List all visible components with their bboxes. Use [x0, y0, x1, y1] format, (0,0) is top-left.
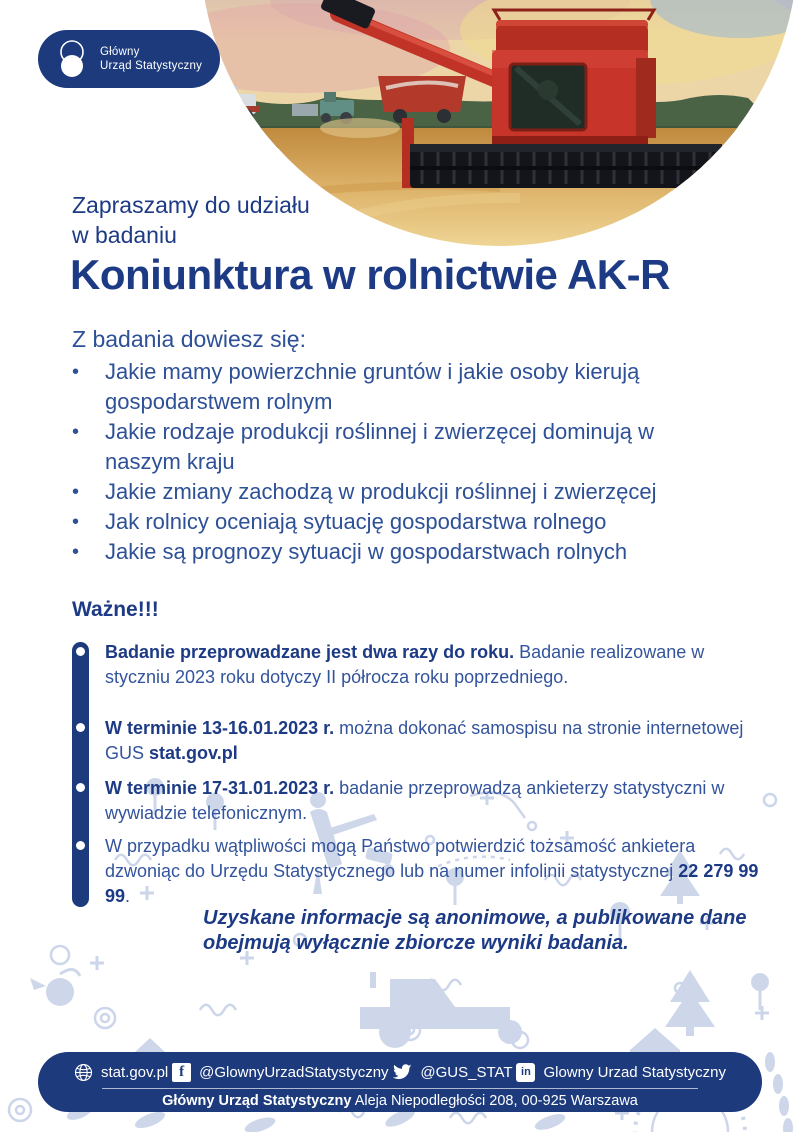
- gus-circles-icon: [54, 38, 90, 80]
- footer-facebook-link[interactable]: f @GlownyUrzadStatystyczny: [172, 1063, 388, 1082]
- timeline-dot-icon: [76, 783, 85, 792]
- bullet-icon: •: [72, 421, 80, 443]
- anonymity-note: Uzyskane informacje są anonimowe, a publikowane dane obejmują wyłącznie zbiorcze wyniki badania.: [203, 907, 747, 954]
- benefits-list: [72, 357, 720, 567]
- footer-divider: [102, 1088, 698, 1089]
- footer-twitter-link[interactable]: @GUS_STAT: [392, 1064, 512, 1081]
- timeline-item: Badanie przeprowadzane jest dwa razy do roku. Badanie realizowane w styczniu 2023 roku dotyczy II półrocza roku poprzedniego.: [72, 640, 765, 690]
- page-title: Koniunktura w rolnictwie AK-R: [70, 251, 670, 298]
- facebook-icon: f: [172, 1063, 191, 1082]
- timeline-dot-icon: [76, 841, 85, 850]
- list-item: • Jakie mamy powierzchnie gruntów i jakie osoby kierują gospodarstwem rolnym: [72, 357, 720, 417]
- logo-line1: Główny: [100, 46, 140, 58]
- timeline-dot-icon: [76, 647, 85, 656]
- bullet-icon: •: [72, 481, 80, 503]
- timeline-item: W przypadku wątpliwości mogą Państwo potwierdzić tożsamość ankietera dzwoniąc do Urzędu Statystycznego lub na numer infolinii statystycznej 22 279 99 99.: [72, 834, 765, 909]
- benefits-heading: Z badania dowiesz się:: [72, 326, 306, 352]
- logo-text: [100, 45, 202, 73]
- footer-bar: [38, 1052, 762, 1112]
- timeline: [72, 640, 772, 909]
- globe-icon: [74, 1063, 93, 1082]
- timeline-item: W terminie 17-31.01.2023 r. badanie przeprowadzą ankieterzy statystyczni w wywiadzie telefonicznym.: [72, 776, 765, 826]
- bullet-icon: •: [72, 361, 80, 383]
- footer-social-row: [74, 1059, 726, 1085]
- intro-text: [72, 190, 310, 250]
- footer-address: Główny Urząd Statystyczny Aleja Niepodległości 208, 00-925 Warszawa: [162, 1093, 638, 1109]
- list-item: • Jakie są prognozy sytuacji w gospodarstwach rolnych: [72, 537, 720, 567]
- logo-line2: Urząd Statystyczny: [100, 60, 203, 72]
- intro-line2: w badaniu: [72, 222, 177, 248]
- bullet-icon: •: [72, 511, 80, 533]
- bullet-icon: •: [72, 541, 80, 563]
- stat-gov-link[interactable]: stat.gov.pl: [149, 743, 238, 763]
- footer-website-link[interactable]: stat.gov.pl: [74, 1063, 168, 1082]
- list-item: • Jakie rodzaje produkcji roślinnej i zwierzęcej dominują w naszym kraju: [72, 417, 720, 477]
- linkedin-icon: in: [516, 1063, 535, 1082]
- hotline-phone-number: 22 279 99 99: [105, 861, 759, 906]
- list-item: • Jak rolnicy oceniają sytuację gospodarstwa rolnego: [72, 507, 720, 537]
- important-heading: Ważne!!!: [72, 598, 159, 621]
- benefits-section: [72, 326, 720, 567]
- timeline-item: W terminie 13-16.01.2023 r. można dokonać samospisu na stronie internetowej GUS stat.gov.pl: [72, 716, 765, 766]
- intro-line1: Zapraszamy do udziału: [72, 192, 310, 218]
- gus-logo: [38, 30, 220, 88]
- timeline-dot-icon: [76, 723, 85, 732]
- list-item: • Jakie zmiany zachodzą w produkcji roślinnej i zwierzęcej: [72, 477, 720, 507]
- footer-linkedin-link[interactable]: in Glowny Urzad Statystyczny: [516, 1063, 726, 1082]
- twitter-icon: [392, 1064, 412, 1081]
